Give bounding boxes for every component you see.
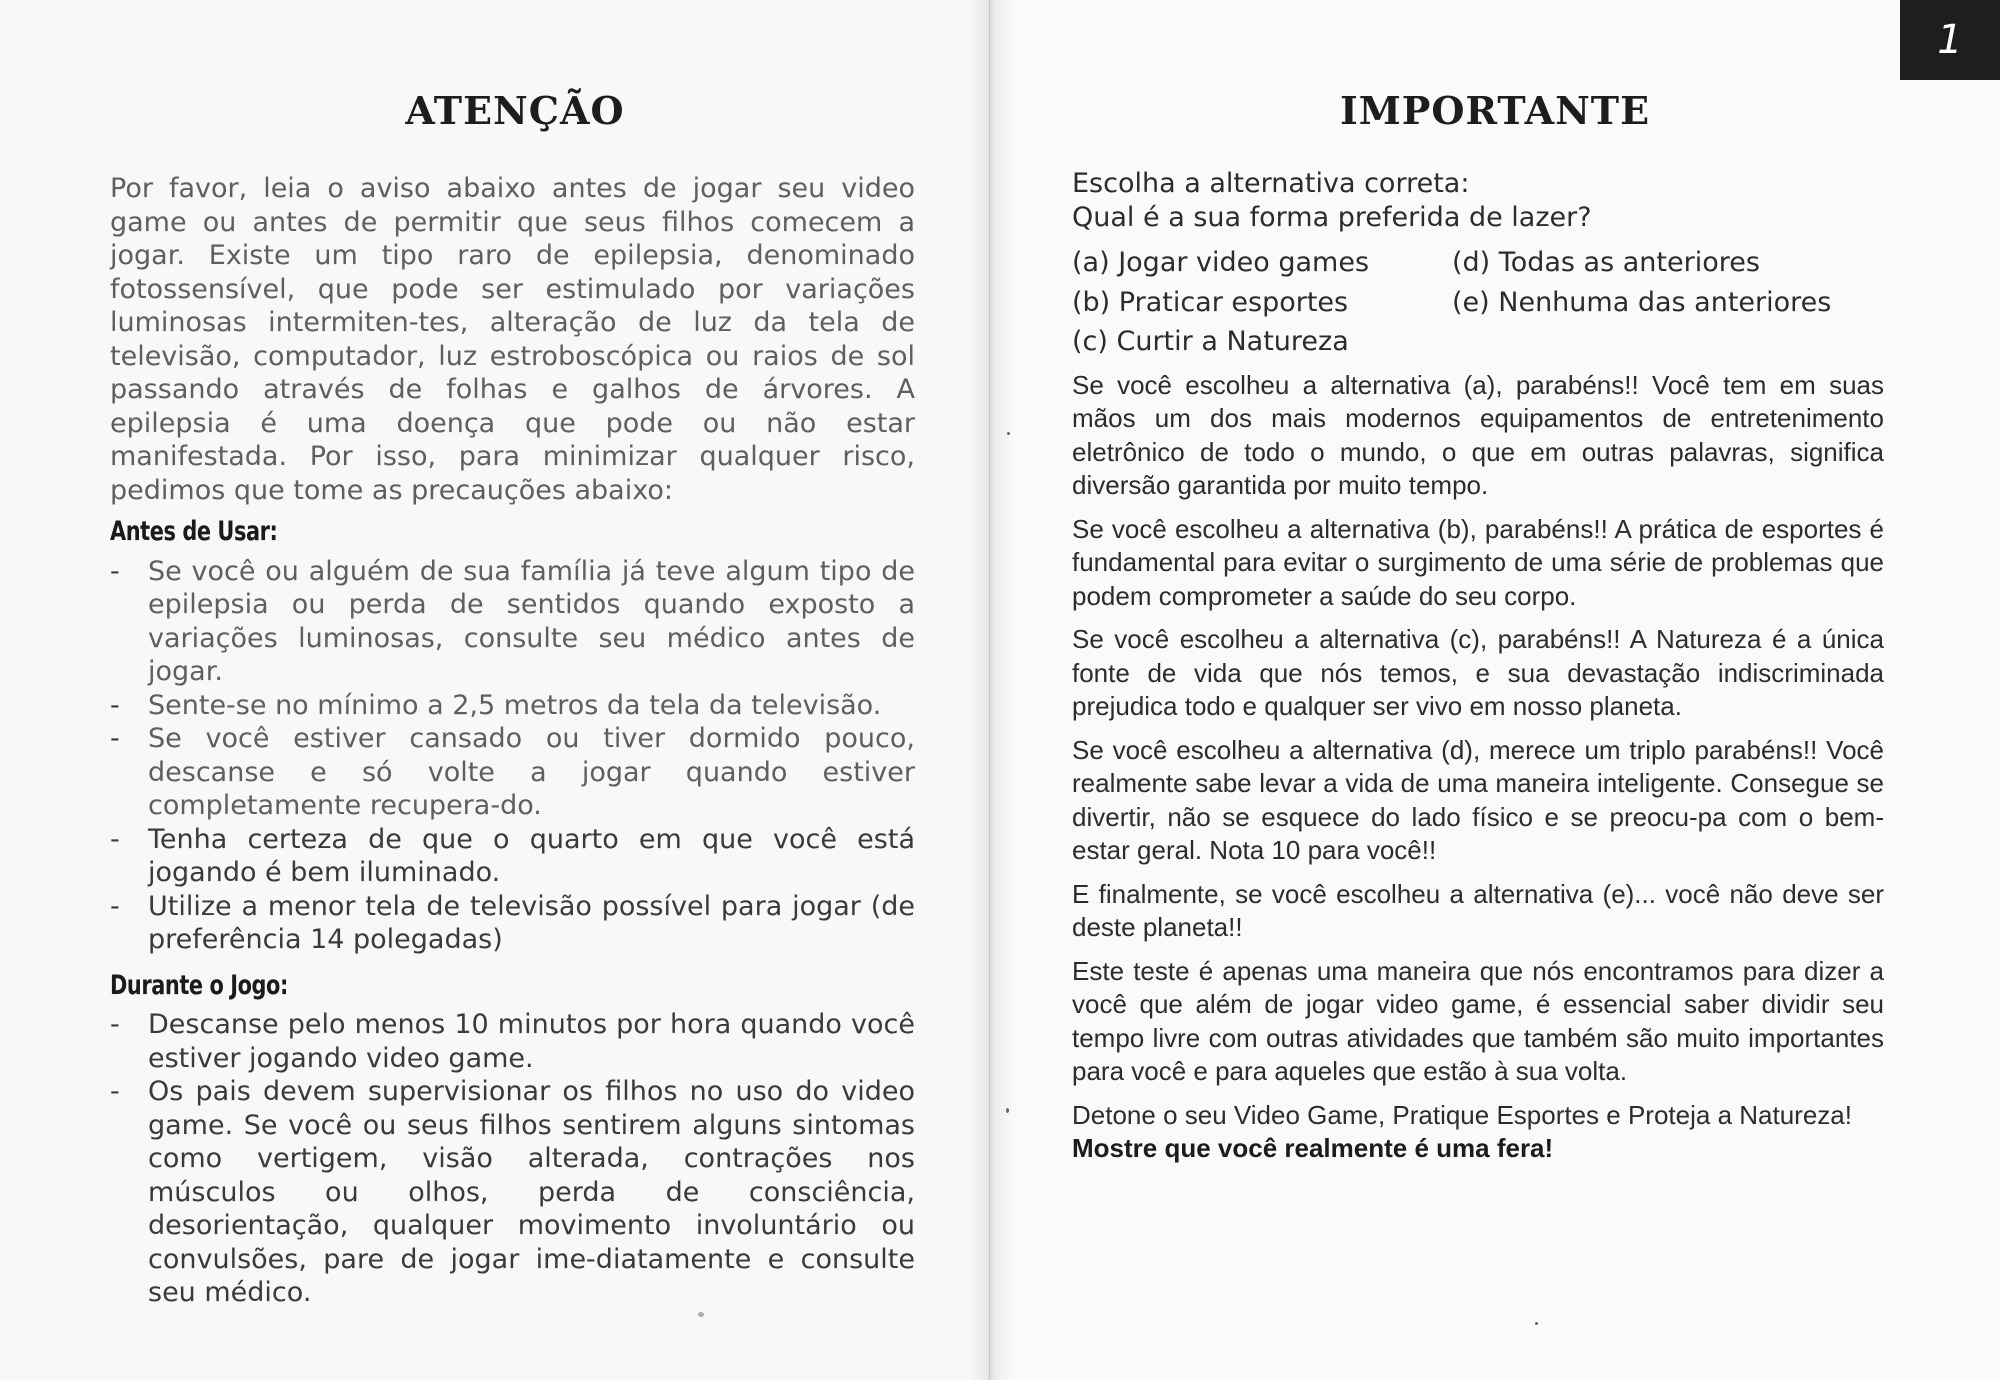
answer-b-text: Se você escolheu a alternativa (b), parabéns!! A prática de esportes é fundamental para evitar o surgimento de uma série de problemas que podem comprometer a saúde do seu corpo. [1072,513,1884,611]
quiz-options [1072,246,1884,359]
list-item: - Utilize a menor tela de televisão possível para jogar (de preferência 14 polegadas) [110,890,915,955]
paper-speck [1007,432,1010,435]
closing-text: Este teste é apenas uma maneira que nós encontramos para dizer a você que além de jogar video game, é essencial saber dividir seu tempo livre com outras atividades que também são muito importantes para você e para aqueles que estão à sua volta. [1072,955,1884,1086]
list-item: - Os pais devem supervisionar os filhos no uso do video game. Se você ou seus filhos sentirem alguns sintomas como vertigem, visão alterada, contrações nos músculos ou olhos, perda de consciência, desorientação, qualquer movimento involuntário ou convulsões, pare de jogar ime-diatamente e consulte seu médico. [110,1076,915,1308]
page-title-importante: IMPORTANTE [1339,88,1651,133]
answer-a-text: Se você escolheu a alternativa (a), parabéns!! Você tem em suas mãos um dos mais modernos equipamentos de entretenimento eletrônico de todo o mundo, o que em outras palavras, significa diversão garantida por muito tempo. [1072,369,1884,500]
slogan-text: Detone o seu Video Game, Pratique Esportes e Proteja a Natureza! [1072,1099,1852,1130]
warning-intro: Por favor, leia o aviso abaixo antes de jogar seu video game ou antes de permitir que seus filhos comecem a jogar. Existe um tipo raro de epilepsia, denominado fotossensível, que pode ser estimulado por variações luminosas intermiten-tes, alteração de luz da tela de televisão, computador, luz estroboscópica ou raios de sol passando através de folhas e galhos de árvores. A epilepsia é uma doença que pode ou não estar manifestada. Por isso, para minimizar qualquer risco, pedimos que tome as precauções abaixo: [110,173,915,506]
before-use-list [110,555,915,957]
left-page [0,0,990,1380]
option-c: (c) Curtir a Natureza [1072,326,1349,357]
list-item: - Se você estiver cansado ou tiver dormido pouco, descanse e só volte a jogar quando estiver completamente recupera-do. [110,723,915,821]
quiz-prompt: Escolha a alternativa correta: [1072,168,1470,199]
answer-c-text: Se você escolheu a alternativa (c), parabéns!! A Natureza é a única fonte de vida que nós temos, e sua devastação indiscriminada prejudica todo e qualquer ser vivo em nosso planeta. [1072,624,1884,721]
list-item: - Tenha certeza de que o quarto em que você está jogando é bem iluminado. [110,823,915,888]
bullet-dash: - [110,555,120,587]
bullet-dash: - [110,1076,120,1107]
bullet-dash: - [110,890,120,922]
option-e: (e) Nenhuma das anteriores [1452,286,1832,318]
page-title-atencao: ATENÇÃO [405,88,625,133]
final-tagline: Mostre que você realmente é uma fera! [1072,1133,1554,1163]
list-item: - Se você ou alguém de sua família já teve algum tipo de epilepsia ou perda de sentidos quando exposto a variações luminosas, consulte seu médico antes de jogar. [110,555,915,687]
paper-speck [698,1312,704,1317]
quiz-question: Qual é a sua forma preferida de lazer? [1072,201,1592,233]
bullet-dash: - [110,689,120,721]
left-page-body [110,172,915,1310]
paper-speck [1535,1322,1538,1325]
option-b: (b) Praticar esportes [1072,286,1349,318]
list-item: - Descanse pelo menos 10 minutos por hora quando você estiver jogando video game. [110,1009,915,1074]
bullet-dash: - [110,823,120,855]
section-heading-antes-de-usar: Antes de Usar: [110,516,278,547]
right-page-body [1072,167,1884,1166]
bullet-dash: - [110,1009,120,1040]
paper-speck [1006,1108,1009,1113]
list-item: - Sente-se no mínimo a 2,5 metros da tela da televisão. [110,689,882,721]
book-gutter-shadow [968,0,1014,1380]
answer-e-text: E finalmente, se você escolheu a alternativa (e)... você não deve ser deste planeta!! [1072,878,1884,942]
page-number-tab: 1 [1900,0,2000,80]
book-fold-line [989,0,990,1380]
during-play-list [110,1008,915,1310]
section-heading-durante-o-jogo: Durante o Jogo: [110,969,288,1001]
option-a: (a) Jogar video games [1072,247,1370,278]
answer-d-text: Se você escolheu a alternativa (d), merece um triplo parabéns!! Você realmente sabe levar a vida de uma maneira inteligente. Consegue se divertir, não se esquece do lado físico e se preocu-pa com o bem-estar geral. Nota 10 para você!! [1072,734,1884,865]
option-d: (d) Todas as anteriores [1452,247,1760,278]
bullet-dash: - [110,723,120,754]
